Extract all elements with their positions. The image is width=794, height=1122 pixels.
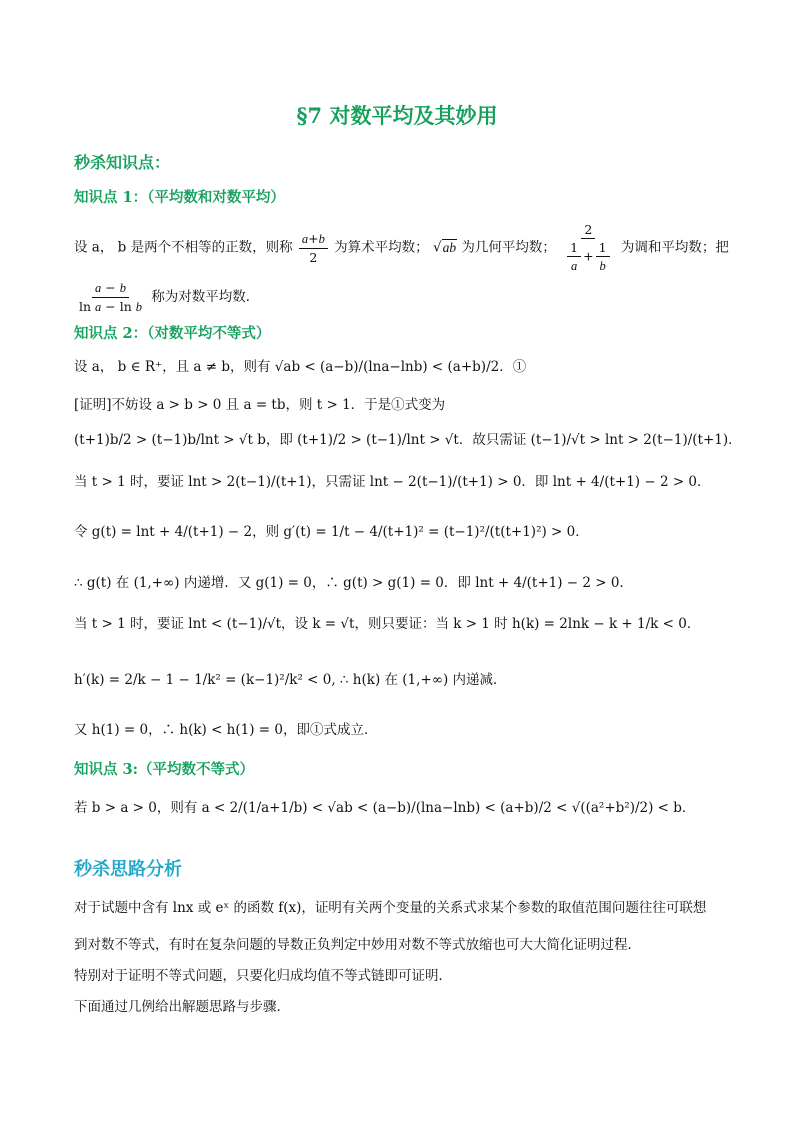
kp2-line1: 设 a， b ∈ R⁺，且 a ≠ b，则有 √ab < (a−b)/(lna−lnb) < (a+b)/2．① <box>74 359 527 375</box>
kp3-line1: 若 b > a > 0，则有 a < 2/(1/a+1/b) < √ab < (a−b)/(lna−lnb) < (a+b)/2 < √((a²+b²)/2) < b． <box>74 800 696 816</box>
fraction-log: $\frac{a - b}{\text{ln a − ln b}}$ <box>79 280 142 314</box>
kp1-text3: 为几何平均数； <box>461 239 556 256</box>
analysis-p4: 下面通过几例给出解题思路与步骤． <box>74 999 290 1015</box>
section-heading-knowledge: 秒杀知识点： <box>74 153 171 172</box>
fraction-arith: $\frac{a+b}{2}$ <box>299 231 328 265</box>
kp2-line5: 令 g(t) = lnt + 4/(t+1) − 2，则 g′(t) = 1/t − 4/(t+1)² = (t−1)²/(t(t+1)²) > 0． <box>74 524 589 540</box>
kp2-heading: 知识点 2：（对数平均不等式） <box>74 325 271 342</box>
kp2-line2: [证明]不妨设 a > b > 0 且 a = tb，则 t > 1．于是①式变为 <box>74 397 446 413</box>
kp1-text2: 为算术平均数； <box>334 239 429 256</box>
kp2-line6: ∴ g(t) 在 (1,+∞) 内递增．又 g(1) = 0，∴ g(t) > g(1) = 0．即 lnt + 4/(t+1) − 2 > 0． <box>74 575 633 591</box>
fraction-harm: 2 $\frac{1}{a}$ + $\frac{1}{b}$ <box>562 222 614 274</box>
kp2-line9: 又 h(1) = 0，∴ h(k) < h(1) = 0，即①式成立． <box>74 722 378 738</box>
kp3-heading: 知识点 3:（平均数不等式） <box>74 761 254 778</box>
kp2-line7: 当 t > 1 时，要证 lnt < (t−1)/√t，设 k = √t，则只要证：当 k > 1 时 h(k) = 2lnk − k + 1/k < 0． <box>74 616 701 632</box>
kp1-line1 <box>74 222 729 274</box>
page-title: §7 对数平均及其妙用 <box>296 103 498 128</box>
kp2-line3: (t+1)b/2 > (t−1)b/lnt > √t b，即 (t+1)/2 > (t−1)/lnt > √t．故只需证 (t−1)/√t > lnt > 2(t−1)/(t+1)． <box>74 432 742 448</box>
kp1-text4: 为调和平均数；把 <box>620 239 729 256</box>
analysis-p3: 特别对于证明不等式问题，只要化归成均值不等式链即可证明． <box>74 968 452 984</box>
section-heading-analysis: 秒杀思路分析 <box>74 859 182 880</box>
kp2-line8: h′(k) = 2/k − 1 − 1/k² = (k−1)²/k² < 0, ∴ h(k) 在 (1,+∞) 内递减． <box>74 672 507 688</box>
sqrt-ab: √ab <box>432 239 457 256</box>
analysis-p2: 到对数不等式，有时在复杂问题的导数正负判定中妙用对数不等式放缩也可大大简化证明过程． <box>74 937 641 953</box>
analysis-p1: 对于试题中含有 lnx 或 eˣ 的函数 f(x)，证明有关两个变量的关系式求某个参数的取值范围问题往往可联想 <box>74 900 707 916</box>
kp1-heading: 知识点 1：（平均数和对数平均） <box>74 189 285 206</box>
kp2-line4: 当 t > 1 时，要证 lnt > 2(t−1)/(t+1)，只需证 lnt − 2(t−1)/(t+1) > 0．即 lnt + 4/(t+1) − 2 > 0． <box>74 474 711 490</box>
kp1-line2 <box>74 280 259 315</box>
kp1-text5: 称为对数平均数． <box>151 289 260 305</box>
kp1-text1: 设 a， b 是两个不相等的正数，则称 <box>74 239 293 256</box>
